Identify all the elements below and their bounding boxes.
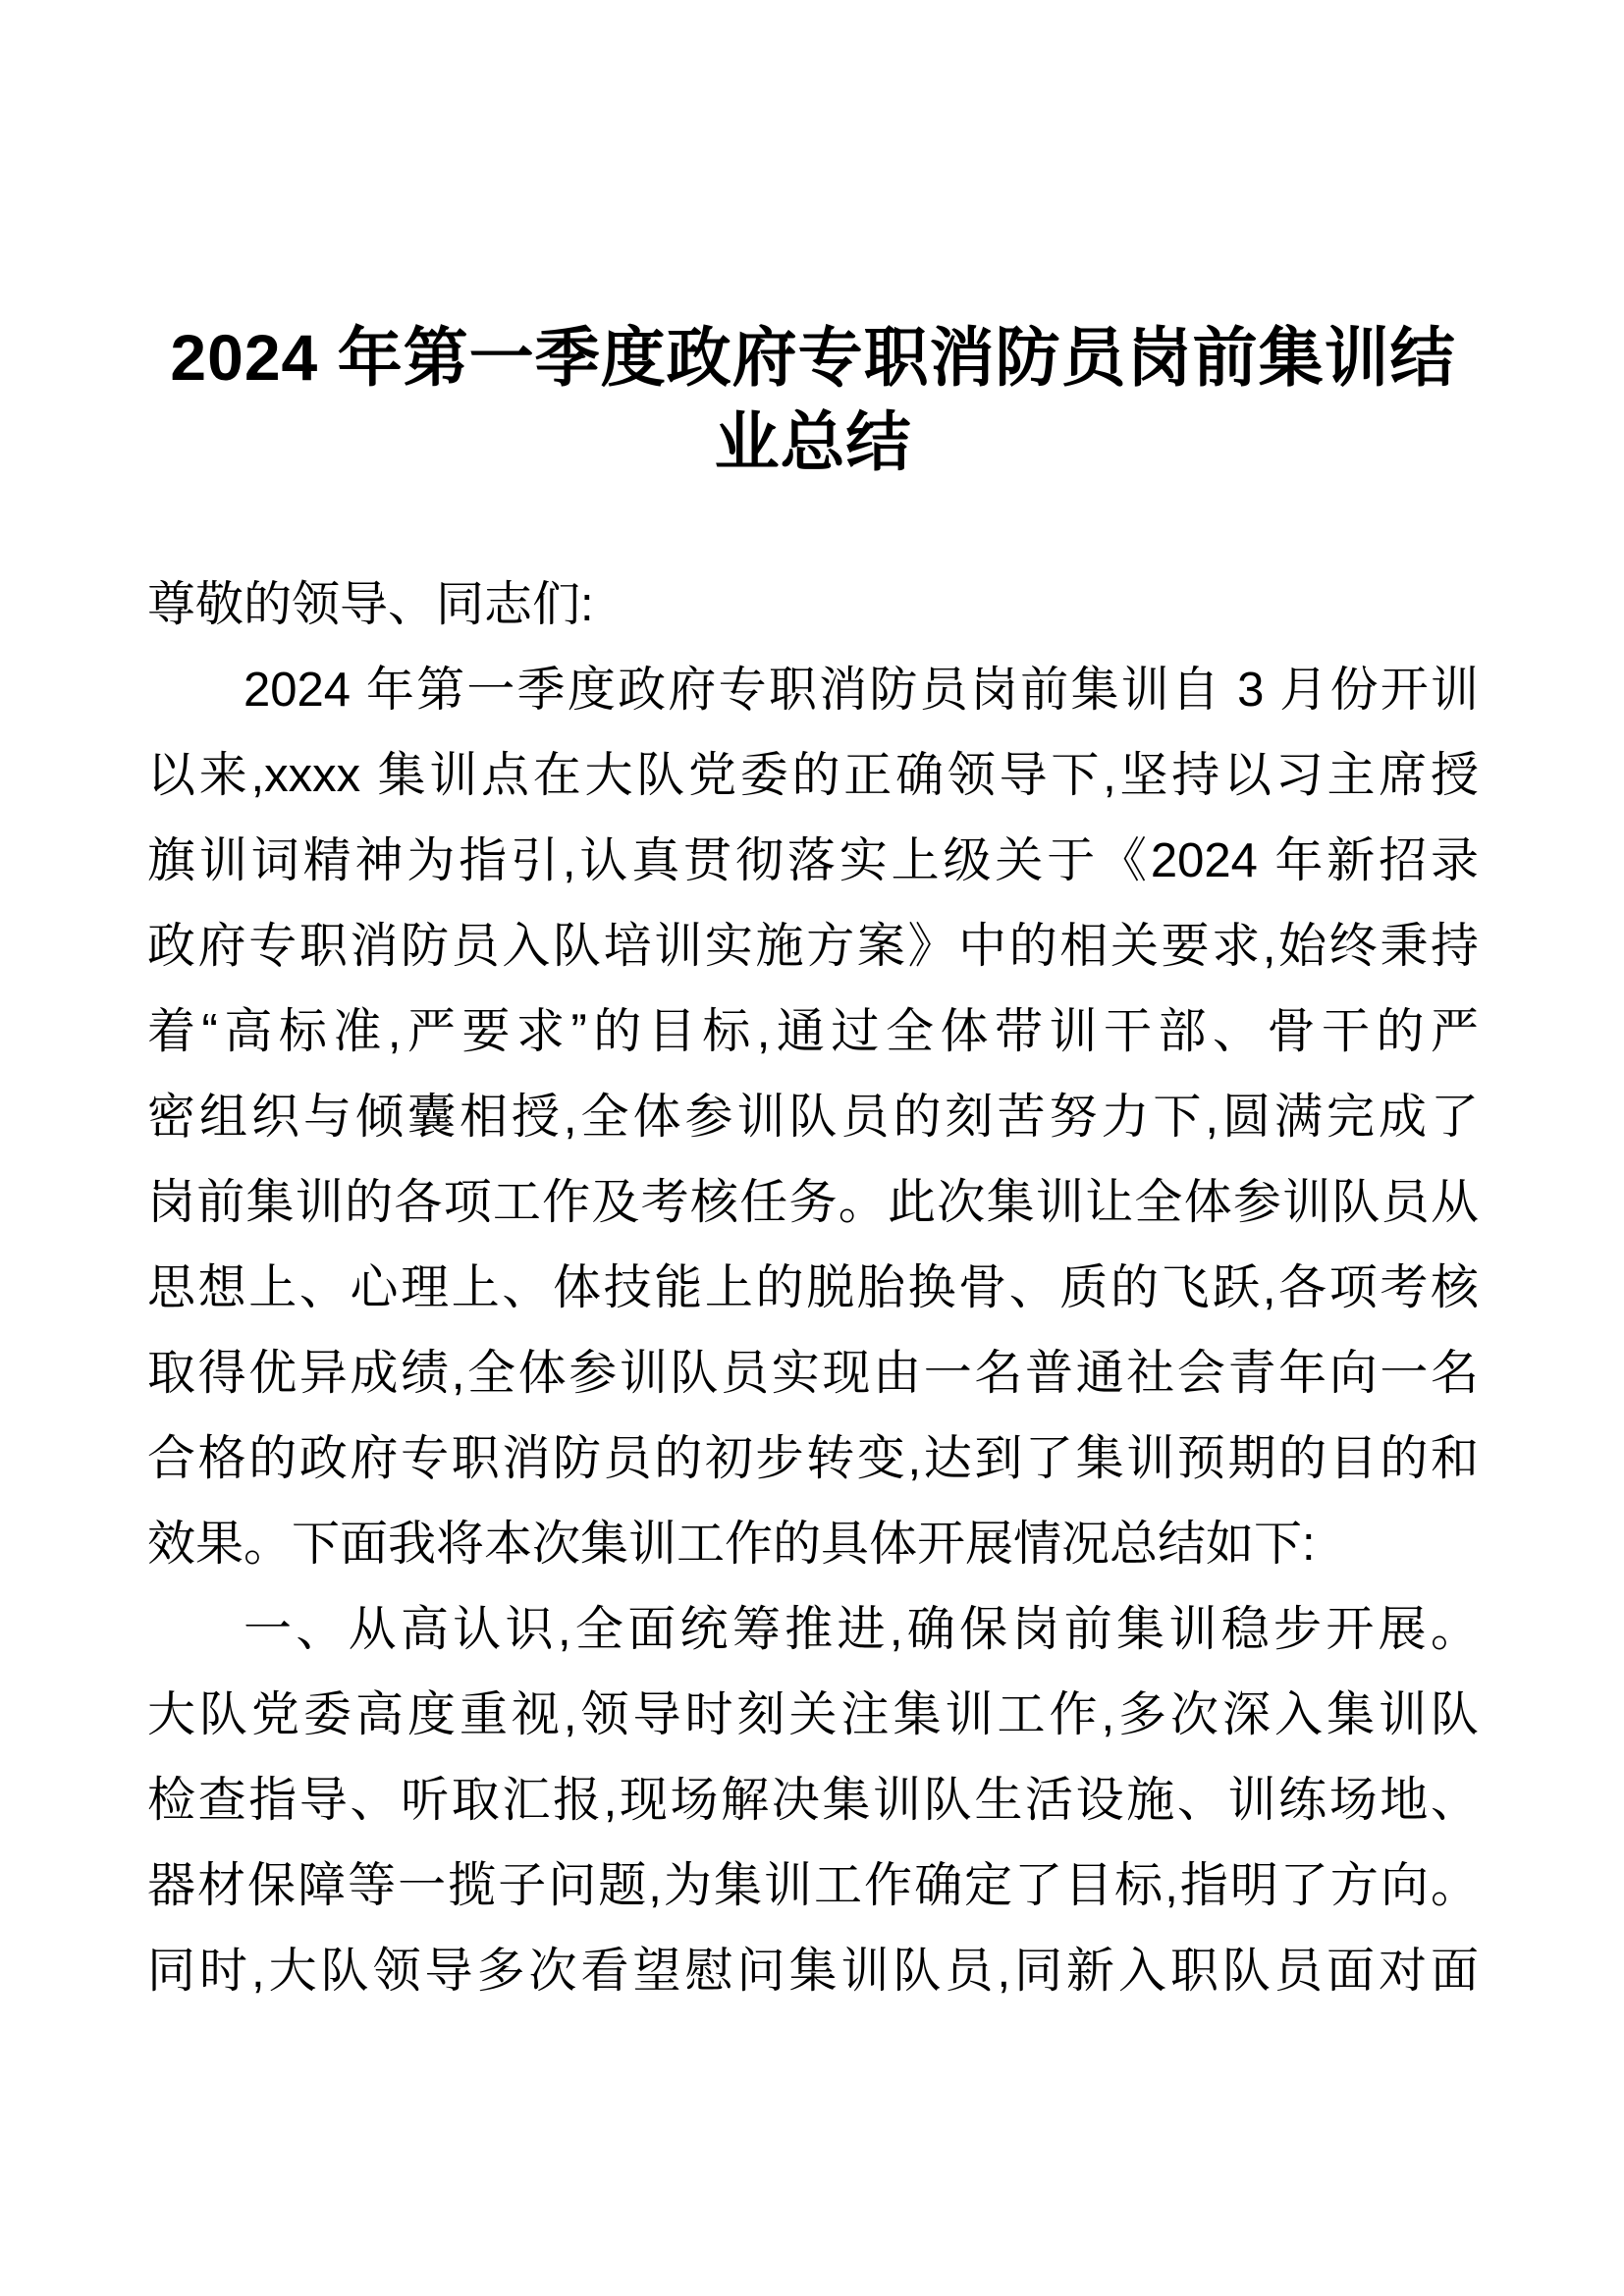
title-line: 2024 年第一季度政府专职消防员岗前集训结 (170, 321, 1456, 394)
text-line: 岗前集训的各项工作及考核任务。此次集训让全体参训队员从 (147, 1176, 1479, 1229)
text-line: 器材保障等一揽子问题,为集训工作确定了目标,指明了方向。 (147, 1859, 1479, 1912)
text-line: 着“高标准,严要求”的目标,通过全体带训干部、骨干的严 (147, 1005, 1479, 1058)
text-line: 一、从高认识,全面统筹推进,确保岗前集训稳步开展。 (244, 1603, 1479, 1656)
text-line: 大队党委高度重视,领导时刻关注集训工作,多次深入集训队 (147, 1688, 1479, 1741)
document-title (147, 315, 1479, 484)
text-line: 效果。下面我将本次集训工作的具体开展情况总结如下: (147, 1518, 1316, 1571)
text-line: 旗训词精神为指引,认真贯彻落实上级关于《2024 年新招录 (147, 834, 1479, 887)
text-line: 检查指导、听取汇报,现场解决集训队生活设施、训练场地、 (147, 1774, 1479, 1827)
text-line: 密组织与倾囊相授,全体参训队员的刻苦努力下,圆满完成了 (147, 1091, 1479, 1144)
text-line: 取得优异成绩,全体参训队员实现由一名普通社会青年向一名 (147, 1347, 1479, 1400)
text-line: 2024 年第一季度政府专职消防员岗前集训自 3 月份开训 (244, 664, 1479, 717)
document-body (147, 562, 1479, 2014)
title-line: 业总结 (714, 405, 912, 478)
text-line: 政府专职消防员入队培训实施方案》中的相关要求,始终秉持 (147, 920, 1479, 973)
text-line: 合格的政府专职消防员的初步转变,达到了集训预期的目的和 (147, 1432, 1479, 1485)
text-line: 尊敬的领导、同志们: (147, 578, 594, 631)
text-line: 同时,大队领导多次看望慰问集训队员,同新入职队员面对面 (147, 1945, 1479, 1998)
text-line: 以来,xxxx 集训点在大队党委的正确领导下,坚持以习主席授 (147, 749, 1479, 802)
text-line: 思想上、心理上、体技能上的脱胎换骨、质的飞跃,各项考核 (147, 1261, 1479, 1314)
